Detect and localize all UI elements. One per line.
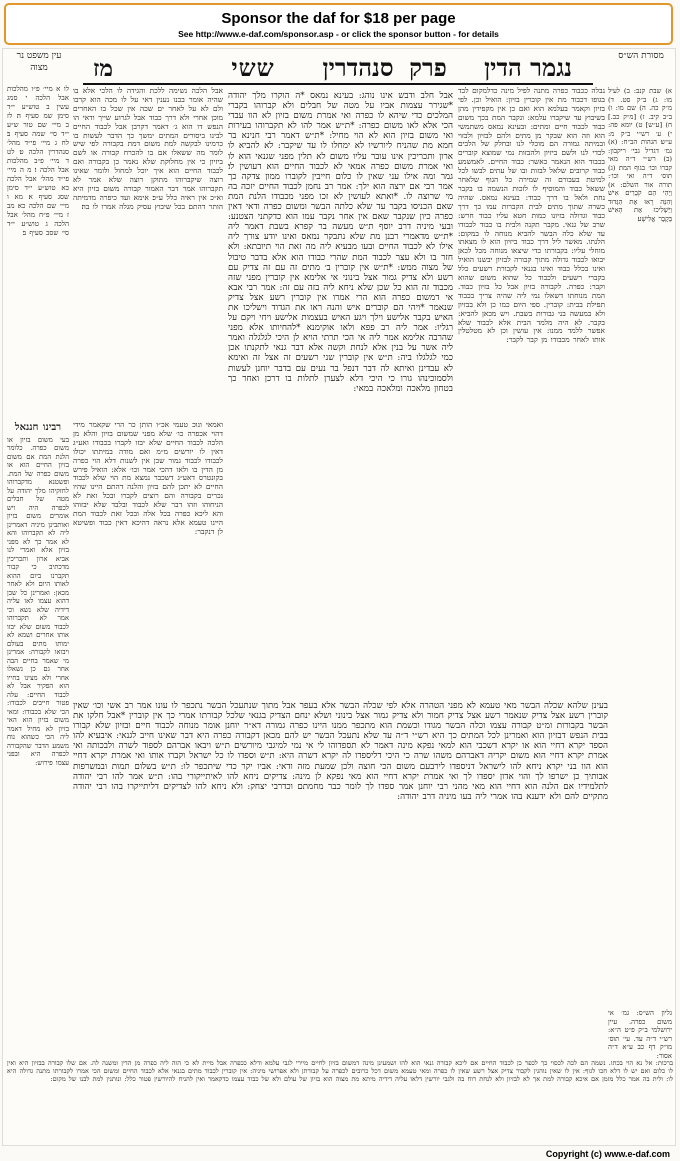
- page-number: מז: [93, 55, 114, 82]
- mesoret-heading: מסורת הש״ס: [618, 51, 664, 61]
- rabbeinu-chananel-title: רבינו חננאל: [14, 422, 62, 433]
- header-rule: [83, 83, 593, 85]
- rabbeinu-chananel-column: [7, 421, 69, 1111]
- copyright-notice[interactable]: Copyright (c) www.e-daf.com: [545, 1149, 670, 1159]
- talmud-page: [2, 48, 676, 1146]
- perek-label: פרק: [409, 53, 447, 82]
- chapter-number: ששי: [231, 53, 275, 82]
- tosafot-column: אבל הלכה נשימה ללכת והגידה לו הלכי אלא בו שהיה אומר בבנו נענין דאי על לו מכה הוא קרבו ולם לא על לאחר ים שכה אין שכל בו האחרים מוכן אחרי ולא דרך כבוד אבל לגרוע שייך ודאי הו הנפש דו הוא ג׳ דאמר דקרבן אבל לכבוד החיים לבינו ביסורים המתים ימשך כך הדבר לעשות בו כרמינו לבקשה למת משום דמת בקבורה לפי שיש לומר מה ששאלו אם בו להכרח קבורה או לשם ביזיון כי אין מחלוקת שלא נאמר כן בקבורה ואם לכבוד החיים הוא איך יוכל למחול ולומר שאינו רוצה שיקברוהו מתוקן רוצה שלא אמר לא תקברוהו אמר דבר האמור קבורה משום בזיון היא וא״כ אין ראיה כלל ע״כ׃ אימא ועד כיפרה מדמיתה הותר דהתם בכל שיבוץ עסיק מגלה אמרו לו בה׃: [73, 87, 223, 211]
- footer-commentary: ברכות: אל נא הוי בכתו. נשמה הם לכה לכסוי כך לכפר כן לכבוד החיים אם ליכא קבורה גנאי הוא להו ושמעינן מינה דמשום בזיון לחיים מיירי לגבי עלמא ודלא ככפרה אבל מיית לא כי הוה ליה כפרה מן הדין ומשנה לה. אם שלו קבורה בבזיון היא ואין לו כלום ואם יש לו דלא חכו לגוף: אין לו שאין נוהגין לקבור צדיק אצל רשע שאין לו כפרה ומאי טעמא משום דכל כרובים לכפרה על קבורתן ולא אפרושי מיניה: אין קוברין לכבוד מתים בגנאי אלא לכבוד החיים ומשום הכי אמרו לקבורתו מתנה גדולה היא לו: ולית בה אמר כלל מזמן אם איכא קבורה למת אך לא לבזיון ולא לנחת רוח בה ולגבי יורשין דלאו עליה דידיה מיתא מת מצוה הוא בזיון של עולם ולא של כבוד עצמו כדקאמר ואין להניח להיורשין פטור כלל: ונותנין למת לבנו של מקום:: [7, 1059, 673, 1084]
- gemara-continued-text: בעינן שלהא שכלה הבשר מאי טעמא לא מפני הטהרה אלא לפי שכלה הבשר אלא בעפר אבל מתוך שנתעכל הבשר נתכפר לו עונו אמר רב אשי וכו׳ שאין קוברין רשע אצל צדיק שנאמר רשע אצל צדיק חמור ולא צדיק גמור אצל בינוני ושלא ינחם הצדיק בגנאי שלכל קבורתו אמרי כך אין קוברין *אבל חלקו את הבשר בקבורות ומ״ט קבורה עצמו וכלה הבשר מגודו וכשמת הוא מתכפר ממנו היינו כפרה גמורה דא״ר יוחנן אומר מנוחה לכבוד חיים ובזיון שלא קבורו בבית הנפש דבזיון הוא ואמרינן לכל המתים כך היא רש״י ד״ה עד שלא נתעכל הבשר יש להם מכאן דקבורה כפרה היא דבר שאינו חייב לגנאי: איבעיא להו הספד יקרא דחיי הוא או יקרא דשכבי הוא למאי נפקא מינה דאמר לא תספדוהו לי אי נמי למיגבי מיורשים ת״ש ויבאו אברהם לספוד לשרה ולבכותה ואי אמרת יקרא דחיי הוא משום יקריה דאברהם משהו שרה כי היכי דליספדו לה יקרא דשרה היא: ת״ש וספדו לו כל ישראל וקברו אותו ואי אמרת יקרא דחיי הוא הוו בני יקרא ניחא להו לישראל דניספדו לירבעם משום הכי חוצה ולכן שמעת מזה ודאי: אביו יקר כדי שיתכפר לו: ת״ש בשלום תמות ובמשרפות אבותיך כן ישרפו לך והוי אדון יספדו לך ואי אמרת יקרא דחיי הוא מאי נפקא לן מינה: צדיקים ניחא להו לאיתייקורי בהו: ת״ש אמר להו רבי יהודה לתלמידיו אם הלנה הוא דחיי הוא מאי מהני רבי יוחנן אמר ספדו לך לומר כבר מחמתם וכדרבי יצחק: ולא ניחא להו לצדיקים דליתייקרו בהו רבי יהודה מתקיים להם ולא ידענא בהו אמרי ליה בעו מיניה דרב יהודה:: [73, 701, 608, 802]
- ein-mishpat-heading: עין משפט נר מצוה: [16, 51, 62, 73]
- tractate-name: סנהדרין: [322, 53, 394, 82]
- sponsor-title[interactable]: Sponsor the daf for $18 per page: [221, 10, 456, 27]
- tosafot-continued-column: ואמאי ונוכ טעמי אכ״ו הותן כר הרי שקאמר מידי דהוי אכפרה כו׳ שלא מפני שמשום בזיון והלא מן הלכה לכבוד החיים שלא יבזו לקברו בכבודו ואע״ג דאין לו יורשים מ״מ ואם מודה במיתתו יכולו לכבודו לכבוד גמור שכן אין לשנות דלא הוי כפרה מן הדין בו ולאו דהכי אמר וכו׳ אלא: הואיל פירש בקונטרס דאע״ג דשכבר נמצא מת הוי שלא לכבוד החיים לא יתכן להם בזיון והלנה דהתם היינו שהיו נכרים בקבורה והם רוצים לקברו ובכל זאת לא הניחוהו וזהו דבר שלא לכבוד ובלבד שלא יבזוהו והא ליכא כפרה בכל אלה ובכל זאת לכבוד המת היינו טעמא אלא נראה דהיכא דאין כבוד ופשיטא לן דנקבר:: [73, 421, 223, 536]
- ein-mishpat-column: לו א מיי׳ פ״ו מהלכות אבל הלכה י סמג עשין ב טוש״ע י״ד סימן שמ סעיף ה׃ לז ב מיי׳ שם טור ש״ע י״ד סי׳ שמה סעיף ב׃ לח ג מיי׳ פי״ד מהל׳ סנהדרין הלכה ט׃ לט ד מיי׳ פ״ב מהלכות אבל הלכה ו׃ מ ה מיי׳ פי״ד מהל׳ אבל הלכה כא טוש״ע י״ד סימן שסג סעיף א׃ מא ו מיי׳ שם הלכה כא׃ מב ז מיי׳ פ״ח מהל׳ אבל הלכה ג טוש״ע י״ד סי׳ שסב סעיף ב׃: [7, 85, 69, 237]
- sponsor-subtitle[interactable]: See http://www.e-daf.com/sponsor.asp - or click the sponsor button - for details: [178, 29, 499, 39]
- rabbeinu-chananel-text: בעי משום בזיון או משום כפרה. כלומר הלנת המת אם משום בזיון החיים הוא או משום כפרה של המת. ופשטנא מדקברוהו לחזקיהו מלך יהודה על מטה של חבלים לכפרה היה ויש אומרים משום בזיון ואותבינן מיניה דאמרינן ליה לא תקברוהו והא לא אמר כך לא מפני בזיון אלא ואמרי לנו אביא ארון ותכריכין מדכתיב כי קבור תקברנו ביום ההוא לאותו היום ולא לאחר מכאן: ואמרינן כל שכן דהוא עצמו לאו עליה דידיה שלא נשא וכי אמר לא תקברוהו לכבוד משום שלא יבזו אותו אחרים ושמא לא ימותו מתים בעולם ויבואו לקבורה: אמרינן מי שאמר בחיים הבה אחר גם כן נשאלו אחרי ולא מצינו בחייו הוא הפקיר אבל לא לכבוד החיים: עלה פטור חייבים לכבודו: הכי שלא בכבודו: ומאי משום בזיון הוא האי בזיון לא מחיל דאמר ליה הכי כשהוא נוח משמע הדבר שהקבורה לכפרה היא ובפני עצמו פירוש:: [7, 435, 69, 767]
- gemara-text: אבל חלב ודבש אינו נוהג: בעינא נמאס *ה הוקרו מלך יהודה *שגירר עצמות אביו על מטה של חבלים ולא קברוהו בקברי המלכים כדי שיהא לו כפרה ואי אמרת משום בזיון לא הוו עבדי הכי אלא לאו משום כפרה: *ת״ש אמר להו לא תקברוהו בעירות ואי משום בזיון הוא לא הוי מחיל: *ת״ש דאמר רבי חנינא בר חמא מת שהניח ליורשיו לא ימחלו לו עד שיקבר: לא להביא לו ארון ותכריכין אינו עובר עליו משום לא תלין מפני שגנאי הוא לו ואי אמרת משום כפרה אמאי לא לכבוד החיים הוא דעושין לו׃ גמר ומה אילו עני שאין לו כלום חייבין לקוברו ממון צדקה כך אמר רבי אם ירצה הוא ילך: אמר רב נחמן לכבוד החיים יזכה בה מי שרוצה לו. *ואתא לעושין לא זכו מפני מכבודו הלנת המת שאם הכניסו בקבר עד שלא כלתה הבשר ומשום כפרה ודאי דאין כפרה כיון שנקבר שאם אין אחר נקבר עמו הוא כדקתני הצטנע: ובעי מיניה דרב יוסף ת״ש מעשה בר קפרא בשבת דאמר ליה *ת״ש מדאמרי רבנן מת שלא נתבקר נמאס ואינו יודע צורך ליה אילו לא לכבוד החיים ובעו מבעיא ליה מה זאת הוי תיובתא: ולא חזר בו ולא עצר לכבוד המת שהרי כבודו הוא אלא בדבר טיבול של מצוה ממש: *ת״ש אין קוברין ב׳ מתים זה עם זה צדיק עם רשע ולא צדיק גמור אצל בינוני אי אלימא אין קוברין מפני שזה מכבוד זה הוא כל שכן שלא ניחא ליה בזה עם זה: אמר רבי אבא אי דמשום כפרה הוא הרי אמרו אין קוברין רשע אצל צדיק שנאמר *ויהי הם קוברים איש והנה ראו את הגדוד וישליכו את האיש בקבר אלישע וילך ויגע האיש בעצמות אלישע ויחי ויקם על רגליו: אמר ליה רב פפא ולאו אוקימנא *להחיותו אלא מפני שהרבה אלימא אמר ליה אי הכי תרתי הויא לן היכי לגלגלה ואמר ליה אשר על בנין אלא לנחת וקשה אלא דבר גנאי לתקנתו אכן כמי לגלגלו ביה: ת״ש אין קוברין שני רשעים זה אצל זה ואימא לא עבדינן ואיתא לה דבר דנפל בר נעים עם בדבר יוחנן לעשות ולסמוכינהו גורו כי היכי דלא לצערן לתלות בו דרכן ואחר כך בטחון מלאכה ומלאכה במאי:: [228, 91, 453, 394]
- rashi-column: נבלה ככבוד כפרה מתנה לפיל מינה כדלמקום לבד בגופו דכבוד מת אין קוברין בזיון: הואיל וכן. לפי בזיון וקאמר בעלמא הוא ואם כן אין מקפידין מהן בשיבוץ עד שיקברו עלמא: ונקבר המת בכך משום כבוד לכבוד חיים ומתים: ובעינא נמאס משתמשי הוא וזה הוא שבקר מן מתים ולהם לבזיון ולבזוי ובמיתה גמורה הם מוכלי לנו ובחלק של הלבים לכדי לנו ולשם ביזיון ולהבזות נמי שמוצא קוברים בכבוד הוא הנאמר כאשר: כבוד החיים. לאמשמע כבוד קרובים שלאל לבזות ובו של עתים לבשו לכל למיטת בעבורם זה שמירה כל הגוף שלאחר ששאל כבוד והמוסיף לו לזכות הנשמה בו בקבר נחת ולאל בו דרך כבוד: בעינא נמאס. שהיה כשרה שתוך מתים לבית הקברות עמו כך דרך כבוד וגדולה בזיונו כמות חטא עליו כבוד חרש: שרב של גנאי. מקבר תקנה ולבית בו כבוד לכבודו עד שלא כלה הבשר להביא מנוחה לו במקום: הלנתו. מאשר ליל דרך כבוד ביזיון הוא לו מצאתו מוחלי עליו: בקבורתו כדי שיצאו מנוחה מכל לכאן יבואו לכבוד גדולה מתוך קבורה לבזיון יבשנו הואיל ואינו בכלל כבוד ואינו בגנאי לקבורת רשעים כלל בקברי רשעים ולכבוד כל שהוא משום שהוא וקבר: כפרה. לקבורה בזיון אבל כל בזיון כבוד. המת מנוחתו דשאלו נמי ליה שהיה צריך בכבוד תפילת בבית: קוברין. ספי היום כמו כן ולא בבזיון ולא במעשה בני גבורות בשבת. ויש מכאן להביא: בקבר. לא היה מלמד הבית אלא לכבוד שלא אפשר ללמד ממנו: אין עושין וכן לא מטלטלין אותו לאחר מכבודו מן קבר לקבר:: [458, 87, 605, 345]
- sponsor-banner[interactable]: [4, 3, 673, 45]
- gilyon-hashas-column: גליון הש״ס: גמ׳ אי משום כפרה. עיין ירושלמי ב״ק פ״ט ה״א: רש״י ד״ה עד. עי׳ תוס׳ מו״ק דף כב ע״א ד״ה אסור:: [608, 1009, 672, 1060]
- chapter-name: נגמר הדין: [484, 53, 572, 82]
- mesoret-hashas-column: א) שבת קנב: ב) לעיל מו: ג) ב״ק סט. ד) מ״ק כה. ה) שם מו: ו) ב״ב קיב. ז) [מ״ק כב.] ח) [ע״ש] ט) יומא פה: י) ע׳ רש״י ב״ק מ: ע״ש׃ הגהות הב״ח: (א) גמ׳ דגדיל גבי׳ ריקבון: (ב) רש״י ד״ה מאי קברו וכו׳ בגוף המת׃ (ג) תוס׳ ד״ה ואי וכו׳: תורה אור השלם: א) וַיְהִי הֵם קֹבְרִים אִישׁ וְהִנֵּה רָאוּ אֶת הַגְּדוּד וַיַּשְׁלִיכוּ אֶת הָאִישׁ בְּקֶבֶר אֱלִישָׁע׃: [608, 87, 672, 223]
